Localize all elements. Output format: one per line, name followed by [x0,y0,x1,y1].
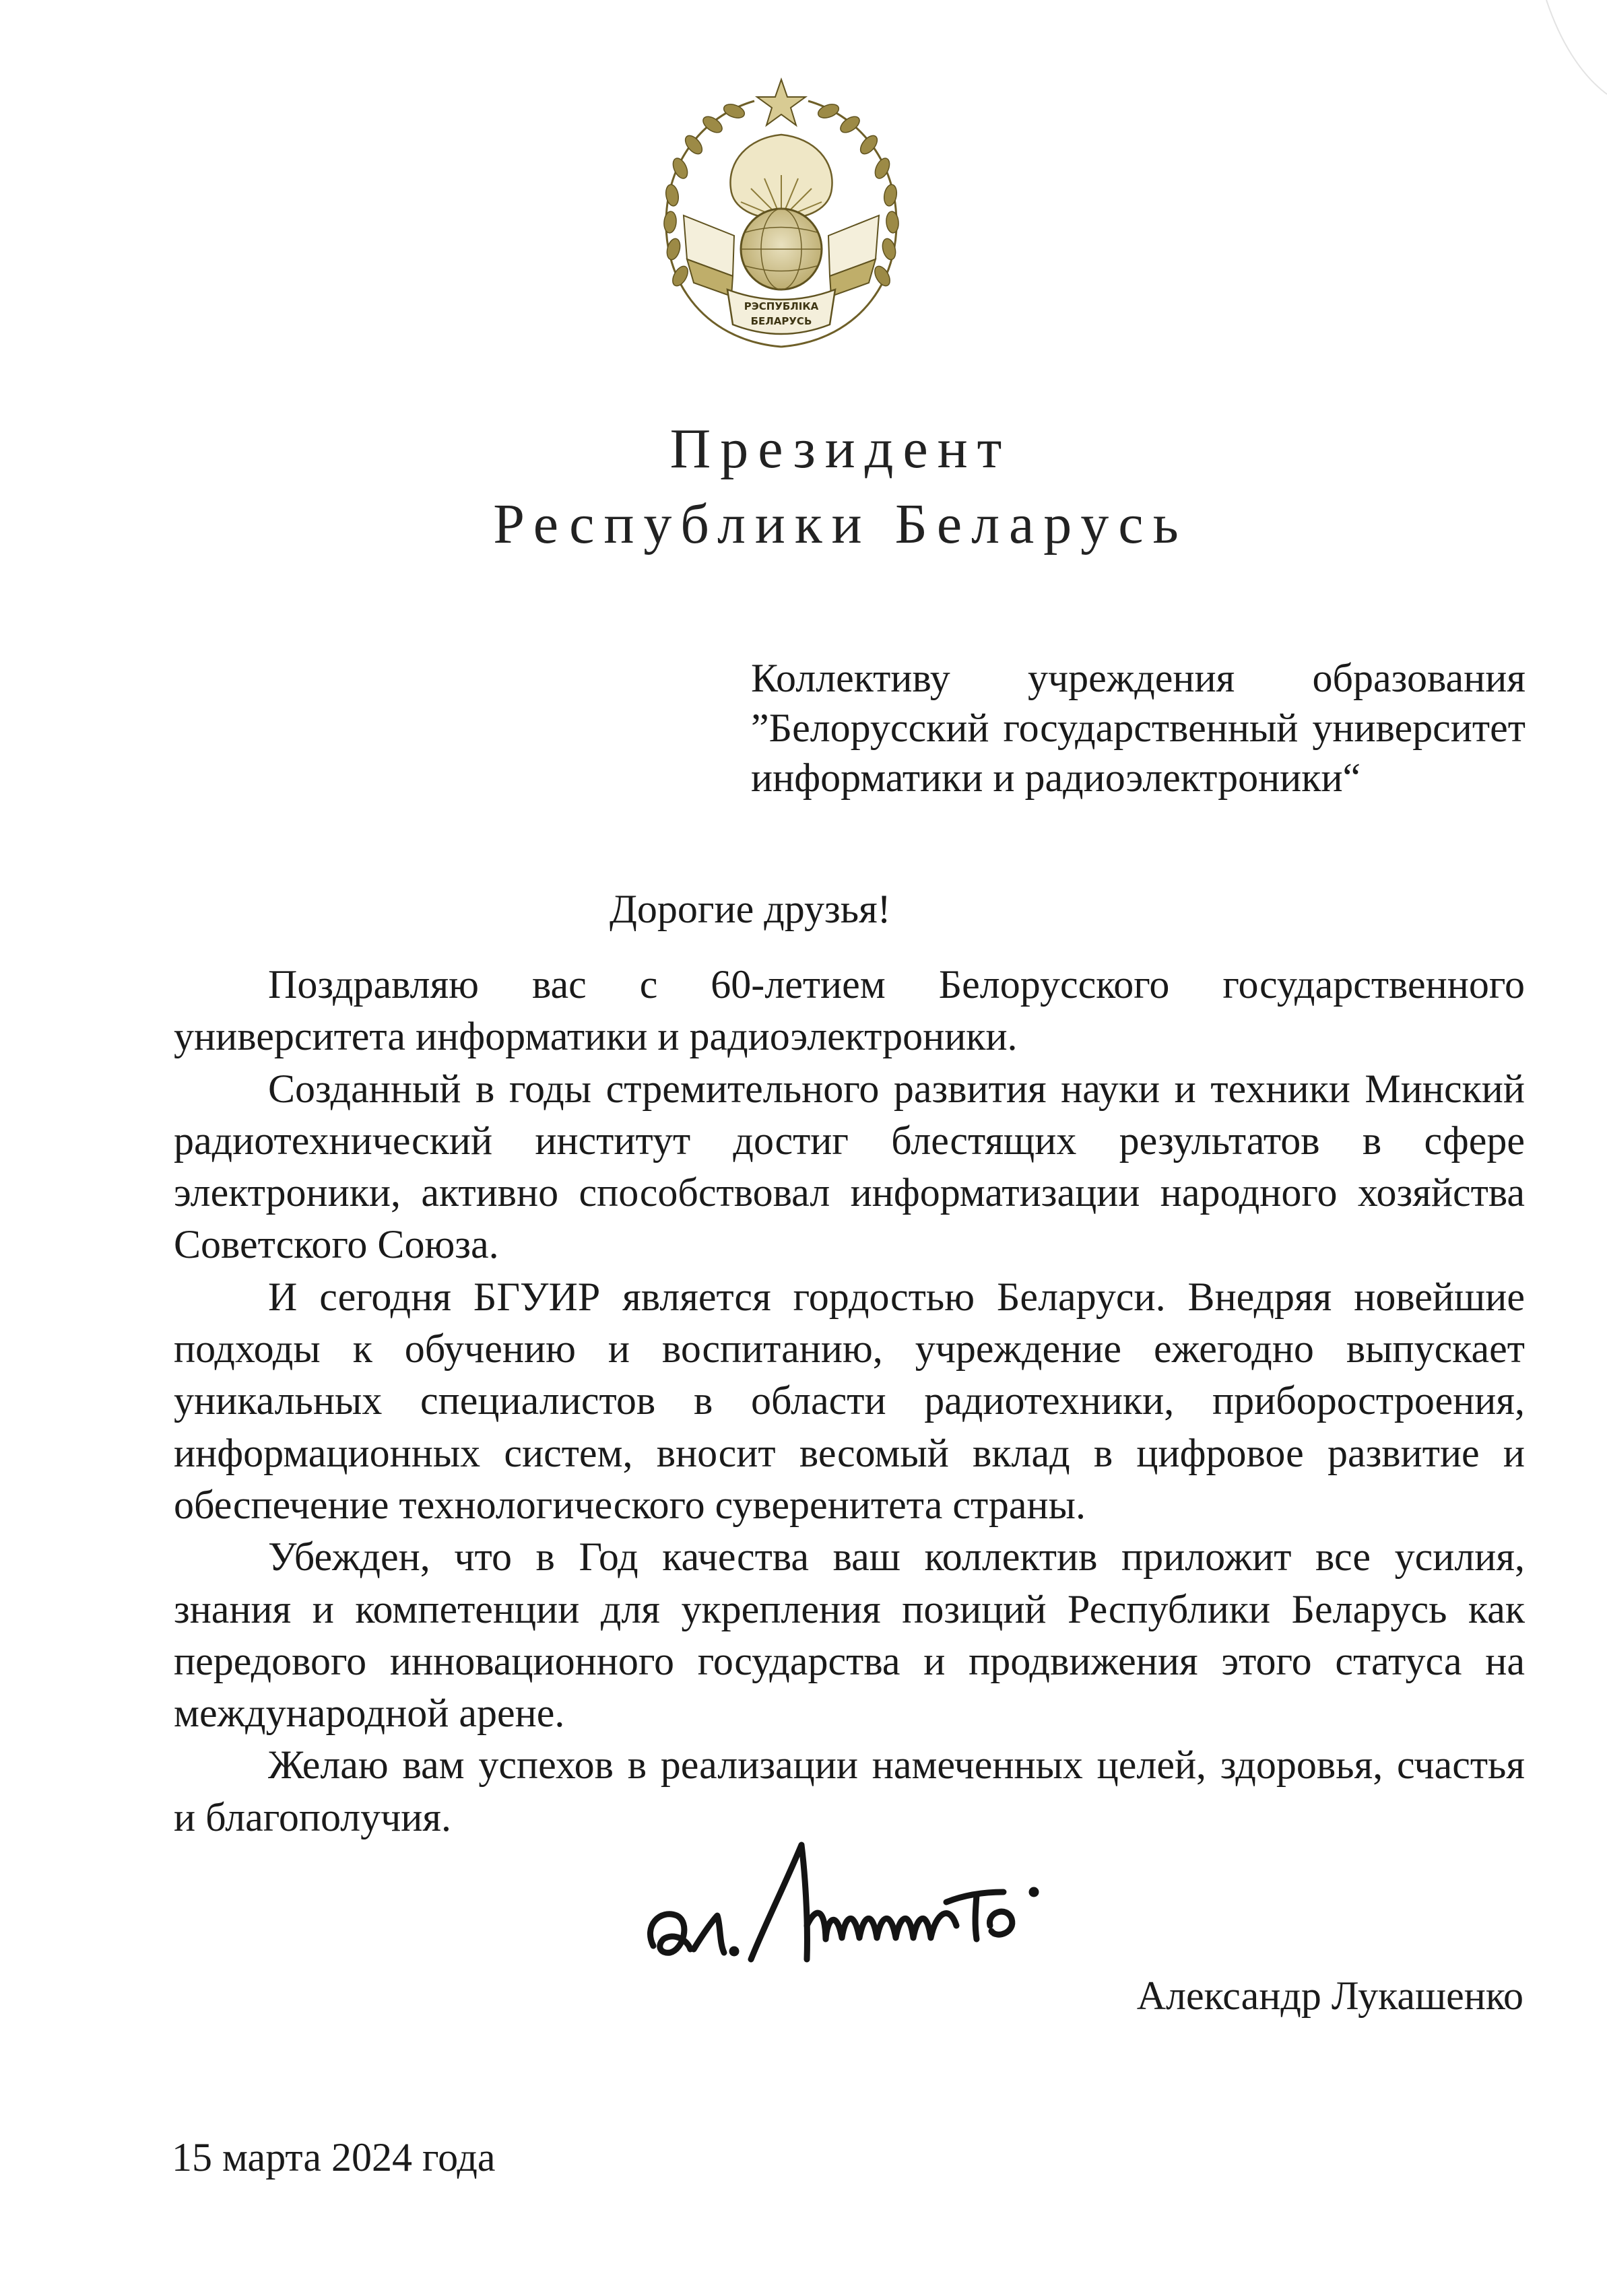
letter-body [174,959,1525,1844]
heading-line-2: Республики Беларусь [493,493,1188,555]
paragraph-5: Желаю вам успехов в реализации намеченных целей, здоровья, счастья и благополучия. [174,1743,1525,1839]
addressee-line-2: ”Белорусский государственный университет [751,706,1526,750]
salutation: Дорогие друзья! [610,887,891,931]
handwritten-signature-icon [640,1825,1078,1986]
addressee-block [751,653,1526,803]
heading-line-1: Президент [669,417,1012,480]
emblem-ribbon-top-text: РЭСПУБЛІКА [744,300,819,312]
addressee-line-3: информатики и радиоэлектроники“ [751,755,1361,800]
paragraph-1: Поздравляю вас с 60-летием Белорусского государственного университета информатики и радиоэлектроники. [174,962,1525,1059]
addressee-line-1: Коллективу учреждения образования [751,656,1526,700]
letter-date: 15 марта 2024 года [172,2135,496,2180]
paragraph-4: Убежден, что в Год качества ваш коллектив приложит все усилия, знания и компетенции для укрепления позиций Республики Беларусь как передового инновационного государства и продвижения этого статуса на международной арене. [174,1534,1525,1736]
emblem-ribbon-bottom-text: БЕЛАРУСЬ [750,315,812,327]
paragraph-2: Созданный в годы стремительного развития науки и техники Минский радиотехнический институт достиг блестящих результатов в сфере электроники, активно способствовал информатизации народного хозяйства Советского Союза. [174,1066,1525,1267]
signer-name: Александр Лукашенко [1136,1973,1523,2018]
paragraph-3: И сегодня БГУИР является гордостью Беларуси. Внедряя новейшие подходы к обучению и воспитанию, учреждение ежегодно выпускает уникальных специалистов в области радиотехники, приборостроения, информационных систем, вносит весомый вклад в цифровое развитие и обеспечение технологического суверенитета страны. [174,1274,1525,1527]
page-corner-curl [1506,0,1607,108]
state-emblem-icon [653,74,909,357]
